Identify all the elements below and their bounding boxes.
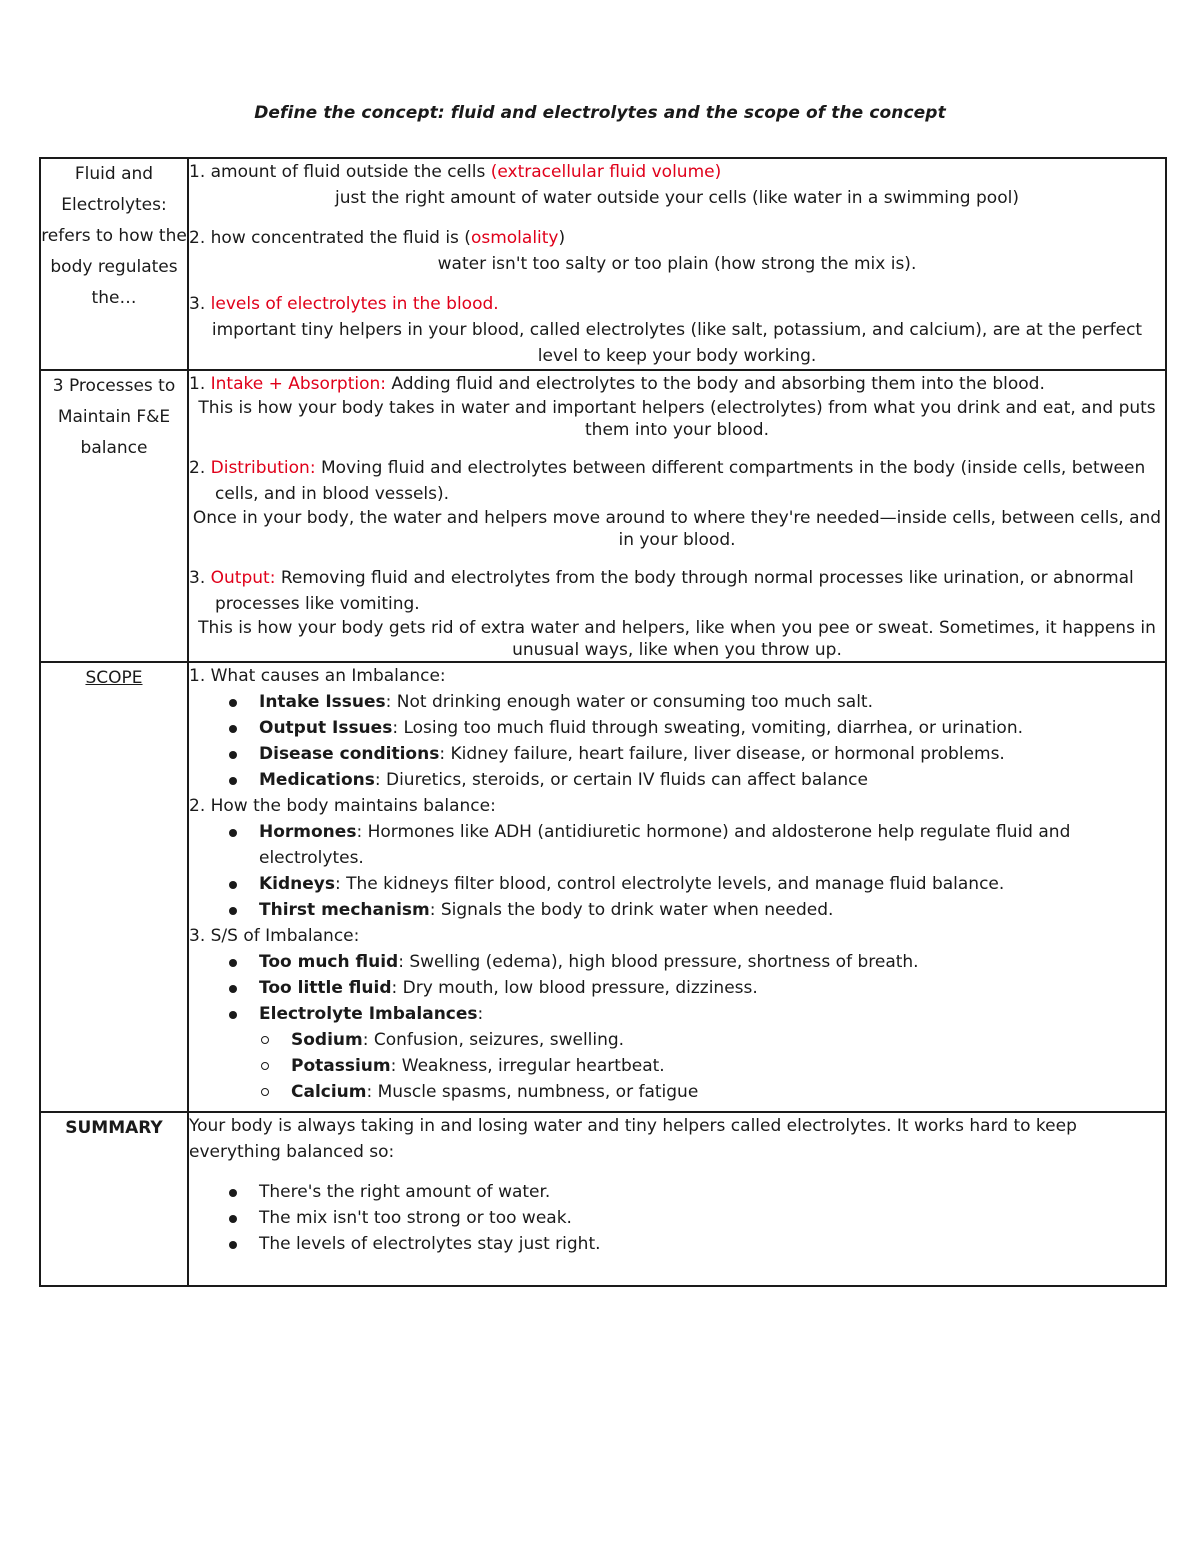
process-item-1	[189, 371, 1165, 397]
summary-content	[188, 1112, 1166, 1286]
bullet-text: : Confusion, seizures, swelling.	[362, 1030, 625, 1050]
scope-heading-3: 3. S/S of Imbalance:	[189, 926, 360, 946]
bullet-text: : Not drinking enough water or consuming too much salt.	[385, 692, 873, 712]
process-text: Removing fluid and electrolytes from the body through normal processes like urination, or abnormal processes like vomiting.	[215, 568, 1134, 614]
item-text: how concentrated the fluid is	[210, 228, 459, 248]
scope-content	[188, 662, 1166, 1112]
bullet-term: Calcium	[291, 1082, 367, 1102]
list-item	[229, 949, 1165, 975]
process-note-2: Once in your body, the water and helpers move around to where they're needed—inside cells, between cells, and in your blood.	[192, 508, 1162, 550]
definition-item-2: 2. how concentrated the fluid is (osmolality)	[189, 228, 566, 248]
process-heading: Output:	[210, 568, 276, 588]
item-text: amount of fluid outside the cells	[210, 162, 486, 182]
summary-intro: Your body is always taking in and losing water and tiny helpers called electrolytes. It works hard to keep everything balanced so:	[189, 1116, 1077, 1162]
process-heading: Intake + Absorption:	[210, 374, 387, 394]
definition-content	[188, 158, 1166, 370]
scope-heading-2: 2. How the body maintains balance:	[189, 796, 496, 816]
scope-list-3	[189, 949, 1165, 1027]
bullet-term: Too much fluid	[259, 952, 399, 972]
sub-list-item	[261, 1079, 1165, 1105]
bullet-text: : Kidney failure, heart failure, liver disease, or hormonal problems.	[439, 744, 1005, 764]
process-note-3: This is how your body gets rid of extra water and helpers, like when you pee or sweat. Sometimes, it happens in unusual ways, like when you throw up.	[198, 618, 1156, 660]
bullet-text: : Dry mouth, low blood pressure, dizziness.	[391, 978, 758, 998]
process-item-3	[189, 565, 1165, 617]
processes-label: 3 Processes to Maintain F&E balance	[40, 370, 188, 662]
definition-note-3: important tiny helpers in your blood, called electrolytes (like salt, potassium, and calcium), are at the perfect level to keep your body working.	[211, 320, 1143, 366]
bullet-term: Too little fluid	[259, 978, 392, 998]
bullet-text: : Hormones like ADH (antidiuretic hormone) and aldosterone help regulate fluid and electrolytes.	[259, 822, 1071, 868]
item-number: 3.	[189, 568, 206, 588]
definition-note-1: just the right amount of water outside your cells (like water in a swimming pool)	[335, 188, 1019, 208]
definition-row	[40, 158, 1166, 370]
bullet-term: Disease conditions	[259, 744, 440, 764]
process-note-1: This is how your body takes in water and important helpers (electrolytes) from what you drink and eat, and puts them into your blood.	[198, 398, 1156, 440]
item-number: 2.	[189, 228, 206, 248]
bullet-term: Thirst mechanism	[259, 900, 430, 920]
bullet-text: : Losing too much fluid through sweating, vomiting, diarrhea, or urination.	[392, 718, 1024, 738]
summary-label: SUMMARY	[40, 1112, 188, 1286]
list-item	[229, 897, 1165, 923]
item-highlight: levels of electrolytes in the blood.	[210, 294, 499, 314]
bullet-text: : Signals the body to drink water when needed.	[429, 900, 834, 920]
summary-list	[189, 1179, 1165, 1257]
list-item: The mix isn't too strong or too weak.	[229, 1205, 1165, 1231]
page-title: Define the concept: fluid and electrolytes and the scope of the concept	[254, 103, 946, 123]
item-number: 3.	[189, 294, 206, 314]
bullet-text: : Swelling (edema), high blood pressure, shortness of breath.	[398, 952, 919, 972]
item-number: 1.	[189, 374, 206, 394]
definition-note-2: water isn't too salty or too plain (how strong the mix is).	[437, 254, 917, 274]
item-number: 1.	[189, 162, 206, 182]
item-highlight: (extracellular fluid volume)	[490, 162, 722, 182]
process-heading: Distribution:	[210, 458, 316, 478]
process-text: Adding fluid and electrolytes to the body and absorbing them into the blood.	[391, 374, 1045, 394]
bullet-term: Kidneys	[259, 874, 336, 894]
list-item	[229, 975, 1165, 1001]
bullet-term: Sodium	[291, 1030, 363, 1050]
process-item-2	[189, 455, 1165, 507]
scope-list-1	[189, 689, 1165, 793]
list-item	[229, 819, 1165, 871]
definition-item-3	[189, 291, 1165, 317]
scope-label: SCOPE	[40, 662, 188, 1112]
bullet-term: Hormones	[259, 822, 357, 842]
definition-item-1	[189, 159, 1165, 185]
processes-row	[40, 370, 1166, 662]
list-item	[229, 1001, 1165, 1027]
processes-content	[188, 370, 1166, 662]
scope-sublist	[189, 1027, 1165, 1105]
definition-label: Fluid and Electrolytes: refers to how the body regulates the…	[40, 158, 188, 370]
list-item: There's the right amount of water.	[229, 1179, 1165, 1205]
bullet-text: : The kidneys filter blood, control electrolyte levels, and manage fluid balance.	[335, 874, 1005, 894]
item-number: 2.	[189, 458, 206, 478]
bullet-term: Intake Issues	[259, 692, 386, 712]
bullet-term: Electrolyte Imbalances	[259, 1004, 478, 1024]
sub-list-item	[261, 1027, 1165, 1053]
bullet-term: Potassium	[291, 1056, 391, 1076]
list-item	[229, 689, 1165, 715]
bullet-term: Output Issues	[259, 718, 393, 738]
scope-list-2	[189, 819, 1165, 923]
item-highlight: osmolality	[470, 228, 559, 248]
process-text: Moving fluid and electrolytes between different compartments in the body (inside cells, between cells, and in blood vessels).	[215, 458, 1146, 504]
scope-heading-1: 1. What causes an Imbalance:	[189, 666, 446, 686]
scope-row	[40, 662, 1166, 1112]
list-item	[229, 871, 1165, 897]
bullet-text: : Weakness, irregular heartbeat.	[390, 1056, 665, 1076]
list-item: The levels of electrolytes stay just right.	[229, 1231, 1165, 1257]
bullet-text: : Diuretics, steroids, or certain IV fluids can affect balance	[374, 770, 868, 790]
summary-row	[40, 1112, 1166, 1286]
bullet-term: Medications	[259, 770, 375, 790]
list-item	[229, 741, 1165, 767]
list-item	[229, 767, 1165, 793]
bullet-text: :	[477, 1004, 484, 1024]
concept-table	[39, 157, 1167, 1287]
sub-list-item	[261, 1053, 1165, 1079]
bullet-text: : Muscle spasms, numbness, or fatigue	[366, 1082, 699, 1102]
list-item	[229, 715, 1165, 741]
